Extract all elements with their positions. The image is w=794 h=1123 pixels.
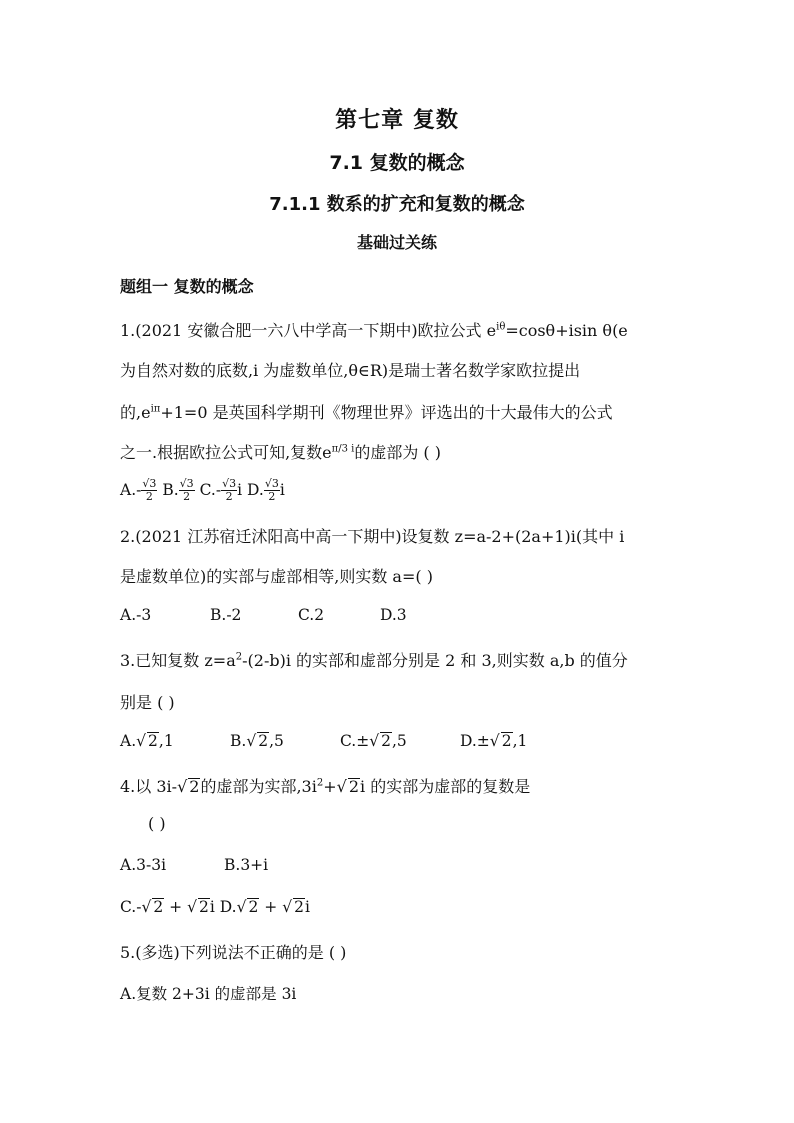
q1-option-c-label: C.- (199, 480, 222, 499)
q4-option-d-i: i (304, 898, 310, 916)
q3-option-a-label: A. (120, 732, 137, 750)
q1-text-3a: 的,e (120, 403, 151, 422)
fraction-numerator: √3 (264, 477, 279, 490)
q1-option-c-fraction (221, 478, 237, 503)
q1-sup-1: iθ (496, 321, 506, 333)
fraction-numerator: √3 (179, 477, 194, 490)
q4-option-b[interactable]: B.3+i (224, 856, 269, 874)
q3-option-b[interactable]: B.√ 2,5 (230, 732, 284, 750)
fraction-numerator: √3 (142, 477, 157, 490)
q4-option-d-label: D. (219, 898, 237, 916)
question-1-line-4 (120, 440, 441, 463)
q1-option-d-fraction (264, 478, 280, 503)
group-title: 题组一 复数的概念 (120, 277, 254, 296)
q3-option-c[interactable]: C.±√ 2,5 (340, 732, 407, 750)
fraction-denominator: 2 (268, 490, 276, 504)
sqrt-radicand: 2 (148, 732, 158, 750)
q3-option-b-label: B. (230, 732, 247, 750)
chapter-title: 第七章 复数 (335, 108, 459, 133)
question-3-options (120, 732, 527, 750)
q1-option-a-fraction (141, 478, 157, 503)
q1-option-a-label: A.- (120, 480, 142, 499)
question-1-options (120, 478, 285, 503)
sqrt-radicand: 2 (198, 898, 209, 916)
q4-text-1a: 4.以 3i- (120, 777, 178, 796)
q1-option-b-label: B. (162, 480, 179, 499)
q4-text-1c: + (323, 777, 337, 796)
q1-text-4b: 的虚部为 ( ) (354, 443, 442, 462)
q4-sup: 2 (316, 777, 324, 789)
exercise-level: 基础过关练 (356, 233, 437, 252)
q4-text-1b: 的虚部为实部,3i (200, 777, 317, 796)
fraction-denominator: 2 (145, 490, 153, 504)
question-4-options-ab (120, 856, 268, 874)
fraction-numerator: √3 (222, 477, 237, 490)
q3-option-c-label: C.± (340, 732, 370, 750)
sqrt-radicand: 2 (153, 898, 164, 916)
q4-option-c-label: C.- (120, 898, 142, 916)
q1-text-4a: 之一.根据欧拉公式可知,复数e (120, 443, 332, 462)
question-3-line-1 (120, 648, 628, 671)
sqrt-radicand: 2 (381, 732, 391, 750)
q1-text-3b: +1=0 是英国科学期刊《物理世界》评选出的十大最伟大的公式 (160, 403, 613, 422)
q1-sup-3: iπ (150, 403, 161, 415)
q3-option-b-rest: ,5 (269, 732, 284, 750)
q4-option-c-plus: + (164, 898, 188, 916)
question-1-line-3 (120, 400, 613, 423)
q3-sup: 2 (235, 651, 243, 663)
q4-option-a[interactable]: A.3-3i (120, 856, 167, 874)
q4-option-c[interactable]: C.-√ 2 + √ 2i (120, 898, 215, 916)
q2-option-a[interactable]: A.-3 (120, 606, 152, 624)
question-5-line-1: 5.(多选)下列说法不正确的是 ( ) (120, 943, 347, 962)
question-2-line-2: 是虚数单位)的实部与虚部相等,则实数 a=( ) (120, 567, 433, 586)
fraction-denominator: 2 (183, 490, 191, 504)
q4-option-d-plus: + (259, 898, 283, 916)
question-4-line-1: 4.以 3i-√ 2的虚部为实部$,3i^2+√$ 2i 的实部为虚部的复数是 (120, 777, 531, 796)
q3-text-1a: 3.已知复数 z=a (120, 651, 236, 670)
imaginary-unit: i (237, 480, 243, 499)
q3-option-d[interactable]: D.±√ 2,1 (460, 732, 528, 750)
q3-option-a[interactable]: A.√ 2,1 (120, 732, 174, 750)
q3-text-1b: -(2-b)i 的实部和虚部分别是 2 和 3,则实数 a,b 的值分 (242, 651, 628, 670)
fraction-denominator: 2 (225, 490, 233, 504)
q3-option-d-rest: ,1 (512, 732, 528, 750)
sqrt-radicand: 2 (501, 732, 512, 750)
q1-option-d-label: D. (247, 480, 264, 499)
q1-option-c[interactable] (199, 477, 243, 504)
section-title: 7.1 复数的概念 (329, 152, 465, 174)
sqrt-radicand: 2 (294, 898, 304, 916)
q3-option-d-label: D.± (460, 732, 490, 750)
q1-text-1: 1.(2021 安徽合肥一六八中学高一下期中)欧拉公式 e (120, 321, 497, 340)
question-4-line-2: ( ) (148, 814, 166, 833)
subsection-title: 7.1.1 数系的扩充和复数的概念 (269, 194, 525, 215)
imaginary-unit: i (279, 480, 285, 499)
question-1-line-2: 为自然对数的底数,i 为虚数单位,θ∈R)是瑞士著名数学家欧拉提出 (120, 361, 581, 380)
q5-option-a[interactable]: A.复数 2+3i 的虚部是 3i (120, 985, 297, 1003)
q3-option-c-rest: ,5 (392, 732, 407, 750)
q4-option-c-i: i (209, 898, 215, 916)
q2-option-b[interactable]: B.-2 (210, 606, 242, 624)
q2-option-d[interactable]: D.3 (380, 606, 407, 624)
q2-option-c[interactable]: C.2 (298, 606, 325, 624)
sqrt-radicand: 2 (248, 898, 259, 916)
sqrt-radicand: 2 (189, 777, 200, 796)
q4-option-d[interactable]: D.√ 2 + √ 2i (219, 898, 310, 916)
question-4-options-cd (120, 898, 310, 916)
q1-text-1b: =cosθ+isin θ(e (505, 321, 628, 340)
q1-option-a[interactable] (120, 477, 157, 504)
q1-option-b[interactable] (162, 477, 194, 504)
q1-sup-4: π/3 i (331, 443, 355, 455)
question-2-options (120, 606, 407, 624)
q4-text-1d: i 的实部为虚部的复数是 (360, 777, 531, 796)
question-1-line-1 (120, 318, 628, 341)
q1-option-b-fraction (179, 478, 195, 503)
question-3-line-2: 别是 ( ) (120, 693, 175, 712)
sqrt-radicand: 2 (258, 732, 269, 750)
q1-option-d[interactable] (247, 477, 285, 504)
question-2-line-1: 2.(2021 江苏宿迁沭阳高中高一下期中)设复数 z=a-2+(2a+1)i(其中 i (120, 527, 625, 546)
q3-option-a-rest: ,1 (158, 732, 174, 750)
sqrt-radicand: 2 (348, 777, 360, 796)
